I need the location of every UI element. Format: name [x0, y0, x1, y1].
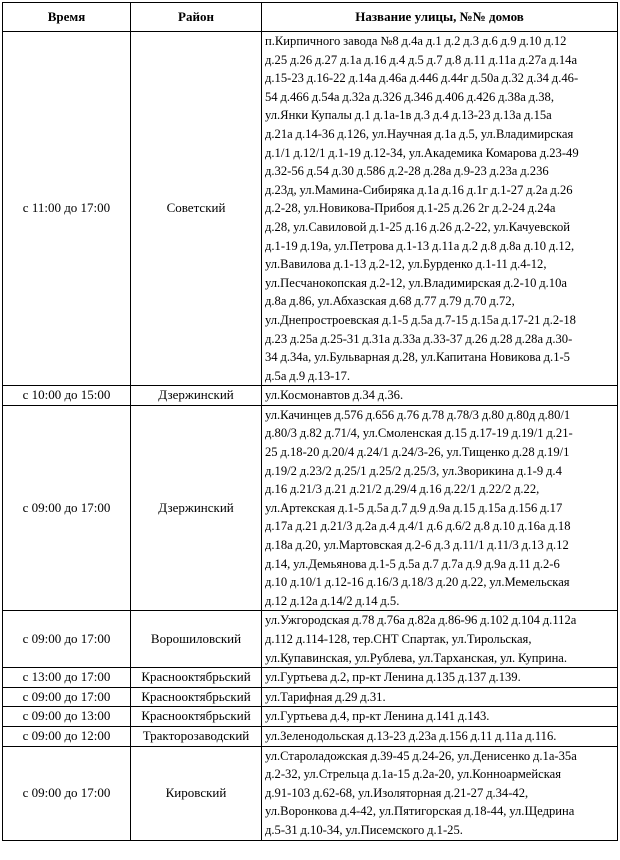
district-cell: Тракторозаводский	[131, 726, 262, 746]
time-cell: с 10:00 до 15:00	[3, 386, 131, 406]
street-line: ул.Качинцев д.576 д.656 д.76 д.78 д.78/3 д.80 д.80д д.80/1	[265, 407, 571, 422]
header-streets: Название улицы, №№ домов	[262, 3, 618, 32]
street-line: ул.Янки Купалы д.1 д.1а-1в д.3 д.4 д.13-23 д.13а д.15а	[265, 108, 552, 123]
table-row	[3, 405, 618, 611]
district-cell: Краснооктябрьский	[131, 707, 262, 727]
time-cell: с 09:00 до 17:00	[3, 687, 131, 707]
street-line: ул.Воронкова д.4-42, ул.Пятигорская д.18-44, ул.Щедрина	[265, 804, 575, 819]
street-line: ул.Вавилова д.1-13 д.2-12, ул.Бурденко д.1-11 д.4-12,	[265, 257, 547, 272]
street-line: д.8а д.86, ул.Абхазская д.68 д.77 д.79 д.70 д.72,	[265, 294, 515, 309]
district-cell: Дзержинский	[131, 405, 262, 611]
street-line: п.Кирпичного завода №8 д.4а д.1 д.2 д.3 д.6 д.9 д.10 д.12	[265, 34, 567, 48]
time-cell: с 09:00 до 12:00	[3, 726, 131, 746]
street-line: 34 д.34а, ул.Бульварная д.28, ул.Капитана Новикова д.1-5	[265, 350, 570, 365]
district-cell: Краснооктябрьский	[131, 668, 262, 688]
streets-cell	[262, 668, 618, 688]
street-line: д.15-23 д.16-22 д.14а д.46а д.446 д.44г д.50а д.32 д.34 д.46-	[265, 71, 579, 86]
outage-schedule-table	[2, 2, 618, 841]
time-cell: с 11:00 до 17:00	[3, 32, 131, 386]
street-line: 54 д.466 д.54а д.32а д.326 д.346 д.406 д.426 д.38а д.38,	[265, 89, 554, 104]
streets-cell	[262, 687, 618, 707]
street-line: д.5а д.9 д.13-17.	[265, 368, 351, 383]
street-line: д.14, ул.Демьянова д.1-5 д.5а д.7 д.7а д.9 д.9а д.11 д.2-6	[265, 556, 560, 571]
street-line: ул.Купавинская, ул.Рублева, ул.Тарханская, ул. Куприна.	[265, 650, 568, 665]
street-line: д.10 д.10/1 д.12-16 д.16/3 д.18/3 д.20 д.22, ул.Мемельская	[265, 575, 570, 590]
header-time: Время	[3, 3, 131, 32]
time-cell: с 09:00 до 13:00	[3, 707, 131, 727]
streets-cell	[262, 707, 618, 727]
street-line: ул.Зеленодольская д.13-23 д.23а д.156 д.11 д.11а д.116.	[265, 728, 557, 743]
street-line: д.1/1 д.12/1 д.1-19 д.12-34, ул.Академика Комарова д.23-49	[265, 145, 579, 160]
street-line: д.1-19 д.19а, ул.Петрова д.1-13 д.11а д.2 д.8 д.8а д.10 д.12,	[265, 238, 575, 253]
street-line: ул.Гуртьева д.4, пр-кт Ленина д.141 д.143.	[265, 709, 490, 724]
district-cell: Дзержинский	[131, 386, 262, 406]
street-line: 25 д.18-20 д.20/4 д.24/1 д.24/3-26, ул.Тищенко д.28 д.19/1	[265, 445, 570, 460]
street-line: ул.Песчанокопская д.2-12, ул.Владимирская д.2-10 д.10а	[265, 275, 567, 290]
street-line: ул.Тарифная д.29 д.31.	[265, 689, 386, 704]
street-line: д.91-103 д.62-68, ул.Изоляторная д.21-27 д.34-42,	[265, 785, 529, 800]
street-line: д.80/3 д.82 д.71/4, ул.Смоленская д.15 д.17-19 д.19/1 д.21-	[265, 426, 573, 441]
street-line: д.19/2 д.23/2 д.25/1 д.25/2 д.25/3, ул.Зворикина д.1-9 д.4	[265, 463, 562, 478]
street-line: д.18а д.20, ул.Мартовская д.2-6 д.3 д.11/1 д.11/3 д.13 д.12	[265, 538, 569, 553]
street-line: ул.Днепростроевская д.1-5 д.5а д.7-15 д.15а д.17-21 д.2-18	[265, 312, 576, 327]
district-cell: Краснооктябрьский	[131, 687, 262, 707]
streets-cell	[262, 386, 618, 406]
table-header-row	[3, 3, 618, 32]
streets-cell	[262, 611, 618, 668]
table-row	[3, 611, 618, 668]
street-line: д.12 д.12а д.14/2 д.14 д.5.	[265, 593, 400, 608]
header-district: Район	[131, 3, 262, 32]
street-line: д.21а д.14-36 д.126, ул.Научная д.1а д.5, ул.Владимирская	[265, 126, 574, 141]
street-line: д.23 д.25а д.25-31 д.31а д.33а д.33-37 д.26 д.28 д.28а д.30-	[265, 331, 573, 346]
district-cell: Советский	[131, 32, 262, 386]
street-line: ул.Космонавтов д.34 д.36.	[265, 388, 404, 403]
street-line: ул.Артекская д.1-5 д.5а д.7 д.9 д.9а д.15 д.15а д.156 д.17	[265, 500, 563, 515]
table-row	[3, 687, 618, 707]
streets-cell	[262, 726, 618, 746]
street-line: д.2-32, ул.Стрельца д.1а-15 д.2а-20, ул.Конноармейская	[265, 767, 562, 782]
time-cell: с 09:00 до 17:00	[3, 405, 131, 611]
streets-cell	[262, 405, 618, 611]
street-line: д.5-31 д.10-34, ул.Писемского д.1-25.	[265, 822, 463, 837]
time-cell: с 09:00 до 17:00	[3, 611, 131, 668]
table-row	[3, 32, 618, 386]
table-row	[3, 668, 618, 688]
table-row	[3, 386, 618, 406]
street-line: ул.Староладожская д.39-45 д.24-26, ул.Денисенко д.1а-35а	[265, 748, 577, 763]
district-cell: Кировский	[131, 746, 262, 840]
table-row	[3, 726, 618, 746]
street-line: д.23д, ул.Мамина-Сибиряка д.1а д.16 д.1г д.1-27 д.2а д.26	[265, 182, 573, 197]
table-row	[3, 746, 618, 840]
table-row	[3, 707, 618, 727]
time-cell: с 13:00 до 17:00	[3, 668, 131, 688]
street-line: д.16 д.21/3 д.21 д.21/2 д.29/4 д.16 д.22/1 д.22/2 д.22,	[265, 482, 540, 497]
street-line: д.2-28, ул.Новикова-Прибоя д.1-25 д.26 2г д.2-24 д.24а	[265, 201, 556, 216]
street-line: д.25 д.26 д.27 д.1а д.16 д.4 д.5 д.7 д.8 д.11 д.11а д.27а д.14а	[265, 52, 578, 67]
district-cell: Ворошиловский	[131, 611, 262, 668]
streets-cell	[262, 32, 618, 386]
street-line: д.17а д.21 д.21/3 д.2а д.4 д.4/1 д.6 д.6/2 д.8 д.10 д.16а д.18	[265, 519, 571, 534]
streets-cell	[262, 746, 618, 840]
street-line: ул.Ужгородская д.78 д.76а д.82а д.86-96 д.102 д.104 д.112а	[265, 613, 577, 628]
street-line: ул.Гуртьева д.2, пр-кт Ленина д.135 д.137 д.139.	[265, 670, 521, 685]
street-line: д.32-56 д.54 д.30 д.586 д.2-28 д.28а д.9-23 д.23а д.236	[265, 164, 549, 179]
street-line: д.112 д.114-128, тер.СНТ Спартак, ул.Тирольская,	[265, 632, 532, 646]
street-line: д.28, ул.Савиловой д.1-25 д.16 д.26 д.2-22, ул.Качуевской	[265, 219, 570, 234]
time-cell: с 09:00 до 17:00	[3, 746, 131, 840]
